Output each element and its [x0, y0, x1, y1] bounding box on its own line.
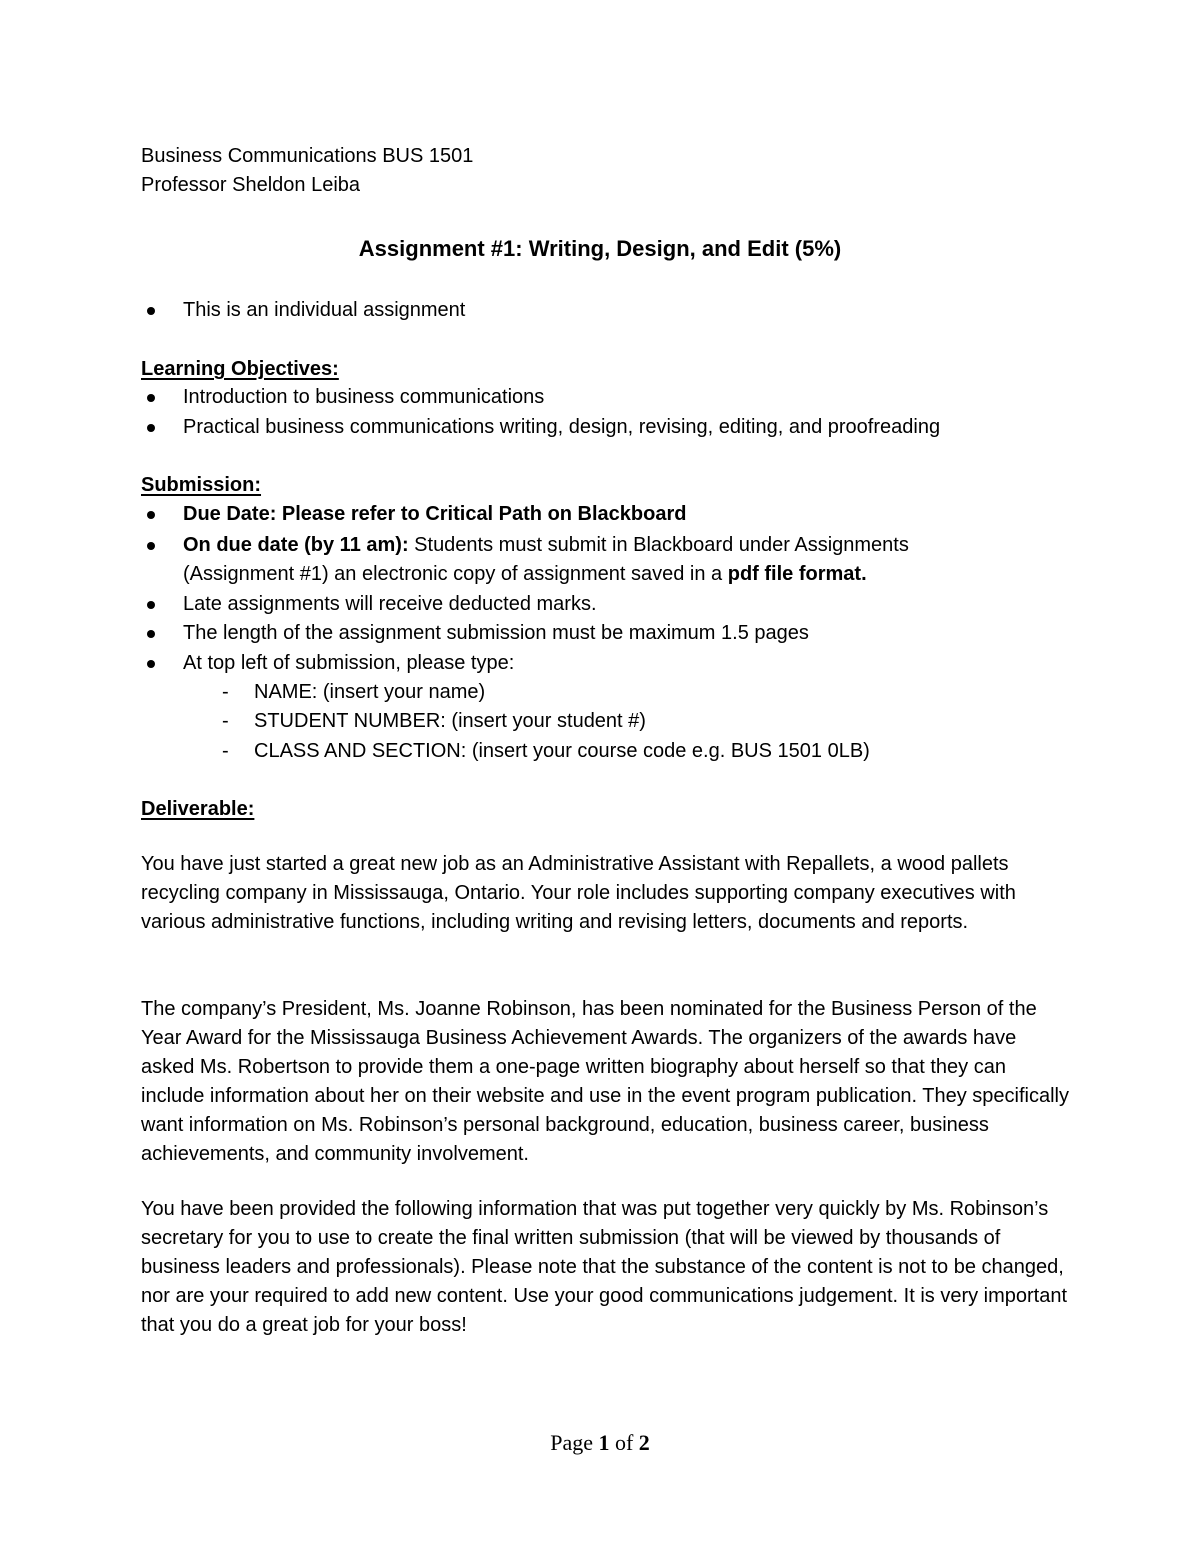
paragraph-text: The company’s President, Ms. Joanne Robinson, has been nominated for the Business Person of the Year Award for the Mississauga Business Achievement Awards. The organizers of the awards have asked Ms. Robertson to provide them a one-page written biography about herself so that they can include information about her on their website and use in the event program publication. They specifically want information on Ms. Robinson’s personal background, education, business career, business achievements, and community involvement. — [141, 998, 1069, 1165]
list-item-text: The length of the assignment submission must be maximum 1.5 pages — [183, 622, 809, 644]
page-of-label: of — [609, 1430, 639, 1455]
page-total: 2 — [638, 1430, 650, 1455]
submission-heading: Submission: — [141, 474, 262, 496]
paragraph-text: You have been provided the following information that was put together very quickly by Ms. Robinson’s secretary for you to use to create the final written submission (that will be viewed by thousands of business leaders and professionals). Please note that the substance of the content is not to be changed, nor are your required to add new content. Use your good communications judgement. It is very important that you do a great job for your boss! — [141, 1198, 1068, 1336]
learning-objectives-heading: Learning Objectives: — [141, 358, 339, 380]
on-due-date-text: Students must submit in Blackboard under Assignments — [408, 534, 909, 556]
deliverable-paragraph-3 — [141, 1195, 1071, 1340]
deliverable-paragraph-2 — [141, 995, 1071, 1169]
list-item-text: Practical business communications writing, design, revising, editing, and proofreading — [183, 416, 941, 438]
paragraph-text: You have just started a great new job as an Administrative Assistant with Repallets, a wood pallets recycling company in Mississauga, Ontario. Your role includes supporting company executives with various administrative functions, including writing and revising letters, documents and reports. — [141, 853, 1016, 933]
bullet-icon — [147, 630, 155, 638]
bullet-icon — [147, 511, 155, 519]
bullet-icon — [147, 394, 155, 402]
sub-list-item-text: STUDENT NUMBER: (insert your student #) — [254, 710, 646, 732]
list-item-text: At top left of submission, please type: — [183, 652, 515, 674]
bullet-icon — [147, 307, 155, 315]
sub-list-item-text: CLASS AND SECTION: (insert your course code e.g. BUS 1501 0LB) — [254, 740, 870, 762]
page-label: Page — [550, 1430, 599, 1455]
bullet-icon — [147, 424, 155, 432]
pdf-format-text: pdf file format — [727, 563, 862, 585]
list-item-text: Introduction to business communications — [183, 386, 545, 408]
on-due-date-text-2: (Assignment #1) an electronic copy of assignment saved in a — [183, 563, 728, 585]
period-text: . — [861, 563, 867, 585]
bullet-icon — [147, 660, 155, 668]
list-item-text — [183, 531, 909, 560]
sub-list-item-text: NAME: (insert your name) — [254, 681, 486, 703]
dash-icon: - — [222, 710, 229, 732]
bullet-icon — [147, 601, 155, 609]
course-line: Business Communications BUS 1501 — [141, 145, 474, 167]
dash-icon: - — [222, 681, 229, 703]
deliverable-heading: Deliverable: — [141, 798, 255, 820]
professor-line: Professor Sheldon Leiba — [141, 174, 361, 196]
on-due-date-continuation — [183, 560, 867, 589]
page-footer — [0, 1430, 1200, 1456]
list-item-text: Late assignments will receive deducted marks. — [183, 593, 597, 615]
bullet-icon — [147, 542, 155, 550]
on-due-date-label: On due date (by 11 am): — [183, 534, 409, 556]
deliverable-paragraph-1 — [141, 850, 1071, 937]
dash-icon: - — [222, 740, 229, 762]
page-title: Assignment #1: Writing, Design, and Edit (5%) — [358, 236, 842, 261]
due-date-text: Due Date: Please refer to Critical Path on Blackboard — [183, 503, 687, 525]
page-current: 1 — [598, 1430, 610, 1455]
list-item-text: This is an individual assignment — [183, 299, 466, 321]
